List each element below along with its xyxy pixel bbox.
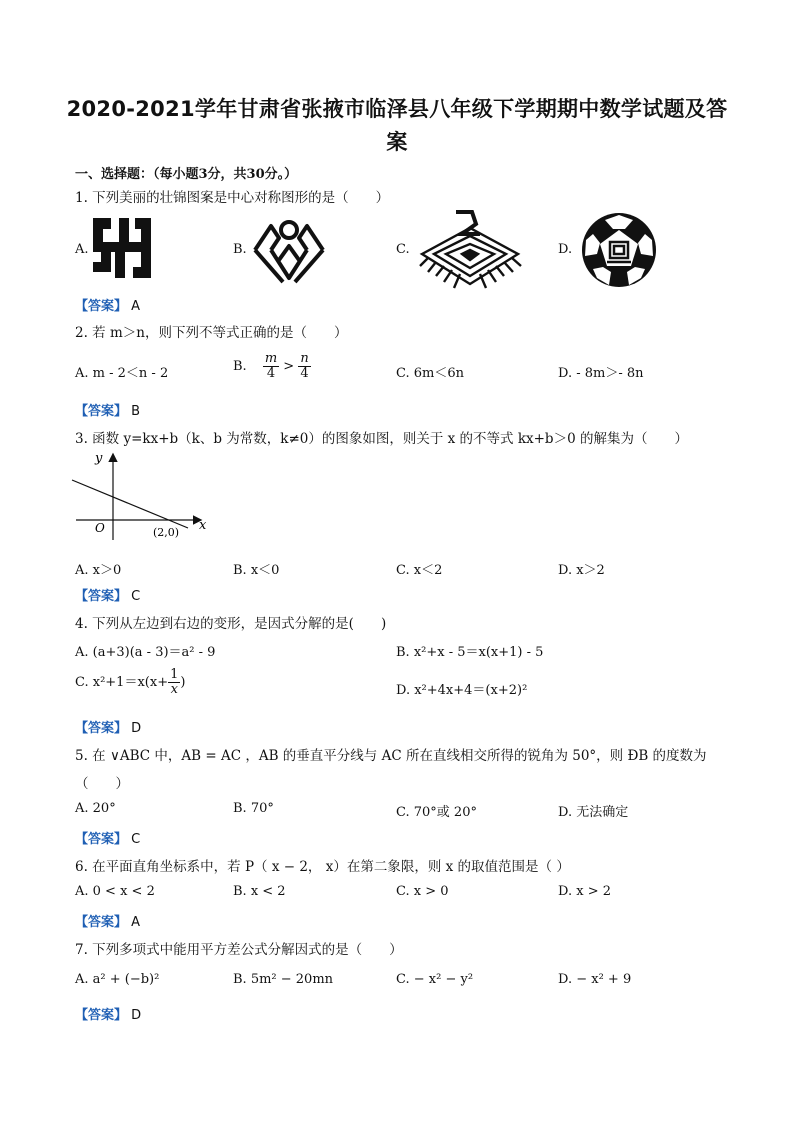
x-axis-label: x [199, 518, 207, 533]
answer-label: 【答案】 [75, 589, 128, 604]
section-heading: 一、选择题：（每小题3分，共30分。） [75, 167, 298, 182]
q2-frac2-numerator: n [300, 351, 309, 366]
q2-fraction-2 [298, 352, 310, 381]
q3-answer [75, 585, 140, 604]
q2-option-d: D. - 8m＞- 8n [558, 366, 644, 381]
q3-option-c: C. x＜2 [396, 563, 443, 578]
q3-option-a: A. x＞0 [75, 563, 122, 578]
q4-option-c-suffix: ) [180, 675, 186, 690]
q4-option-b: B. x²+x - 5＝x(x+1) - 5 [396, 645, 544, 660]
q2-frac2-denominator: 4 [300, 366, 309, 381]
q6-option-c: C. x > 0 [396, 884, 449, 899]
question-5-stem-line-1: 5. 在 ∨ABC 中，AB = AC ，AB 的垂直平分线与 AC 所在直线相交所得的锐角为 50°，则 ÐB 的度数为 [75, 748, 707, 764]
answer-label: 【答案】 [75, 299, 128, 314]
q2-frac1-numerator: m [264, 351, 278, 366]
q1-option-b-label: B. [233, 242, 247, 257]
q4-frac-numerator: 1 [170, 667, 179, 682]
answer-label: 【答案】 [75, 832, 128, 847]
y-axis-label: y [95, 451, 103, 466]
q7-option-c: C. − x² − y² [396, 972, 474, 987]
q7-option-b: B. 5m² − 20mn [233, 972, 334, 987]
question-3-stem: 3. 函数 y=kx+b（k、b 为常数，k≠0）的图象如图，则关于 x 的不等式 kx+b＞0 的解集为（ ） [75, 431, 688, 447]
q7-option-a: A. a² + (−b)² [75, 972, 160, 987]
q2-option-b-label: B. [233, 359, 247, 374]
question-1-stem: 1. 下列美丽的壮锦图案是中心对称图形的是（ ） [75, 190, 390, 206]
q5-option-c: C. 70°或 20° [396, 805, 477, 820]
origin-label: O [95, 521, 105, 535]
q1-option-a-image [93, 218, 151, 278]
answer-label: 【答案】 [75, 721, 128, 736]
q7-answer [75, 1004, 141, 1023]
q1-option-c-label: C. [396, 242, 410, 257]
q4-fraction [168, 668, 180, 697]
q4-option-a: A. (a+3)(a - 3)＝a² - 9 [75, 645, 216, 660]
q1-answer [75, 295, 140, 314]
q4-option-c [75, 668, 185, 697]
q3-option-d: D. x＞2 [558, 563, 605, 578]
q2-option-b [233, 352, 311, 381]
q1-option-b-image [253, 216, 325, 284]
q2-option-c: C. 6m＜6n [396, 366, 464, 381]
q5-answer-value: C [131, 832, 141, 847]
question-5-stem-line-2: （ ） [75, 776, 129, 792]
q6-option-d: D. x > 2 [558, 884, 611, 899]
intercept-label: (2,0) [153, 526, 180, 539]
q6-answer [75, 911, 140, 930]
q1-option-a-label: A. [75, 242, 89, 257]
q3-option-b: B. x＜0 [233, 563, 280, 578]
q4-answer [75, 717, 141, 736]
q1-answer-value: A [131, 299, 141, 314]
q4-option-c-prefix: C. x²+1＝x(x+ [75, 675, 169, 690]
q2-option-a: A. m - 2＜n - 2 [75, 366, 169, 381]
q6-option-a: A. 0 < x < 2 [75, 884, 155, 899]
q2-fraction-1 [263, 352, 279, 381]
function-line [72, 480, 188, 528]
q2-answer [75, 400, 140, 419]
q5-option-b: B. 70° [233, 801, 274, 816]
q7-answer-value: D [131, 1008, 142, 1023]
title-line-1: 2020-2021学年甘肃省张掖市临泽县八年级下学期期中数学试题及答 [66, 97, 728, 121]
q6-option-b: B. x < 2 [233, 884, 286, 899]
q4-option-d: D. x²+4x+4＝(x+2)² [396, 683, 528, 698]
q2-answer-value: B [131, 404, 141, 419]
q1-option-c-image [418, 210, 523, 292]
q1-option-d-image [581, 212, 657, 288]
q4-frac-denominator: x [170, 682, 178, 697]
title-line-2: 案 [386, 130, 408, 154]
answer-label: 【答案】 [75, 915, 128, 930]
q2-frac1-denominator: 4 [266, 366, 276, 381]
question-7-stem: 7. 下列多项式中能用平方差公式分解因式的是（ ） [75, 942, 403, 958]
q5-answer [75, 828, 140, 847]
document-title [0, 93, 794, 159]
q5-option-a: A. 20° [75, 801, 116, 816]
q3-graph [70, 450, 215, 545]
answer-label: 【答案】 [75, 404, 128, 419]
question-2-stem: 2. 若 m＞n，则下列不等式正确的是（ ） [75, 325, 348, 341]
q2-operator: > [283, 359, 295, 374]
q3-answer-value: C [131, 589, 141, 604]
q4-answer-value: D [131, 721, 142, 736]
q7-option-d: D. − x² + 9 [558, 972, 632, 987]
q1-option-d-label: D. [558, 242, 573, 257]
question-6-stem: 6. 在平面直角坐标系中，若 P（ x − 2， x）在第二象限，则 x 的取值范围是（ ） [75, 859, 570, 875]
answer-label: 【答案】 [75, 1008, 128, 1023]
question-4-stem: 4. 下列从左边到右边的变形，是因式分解的是( ) [75, 616, 387, 632]
q5-option-d: D. 无法确定 [558, 805, 629, 820]
q6-answer-value: A [131, 915, 141, 930]
